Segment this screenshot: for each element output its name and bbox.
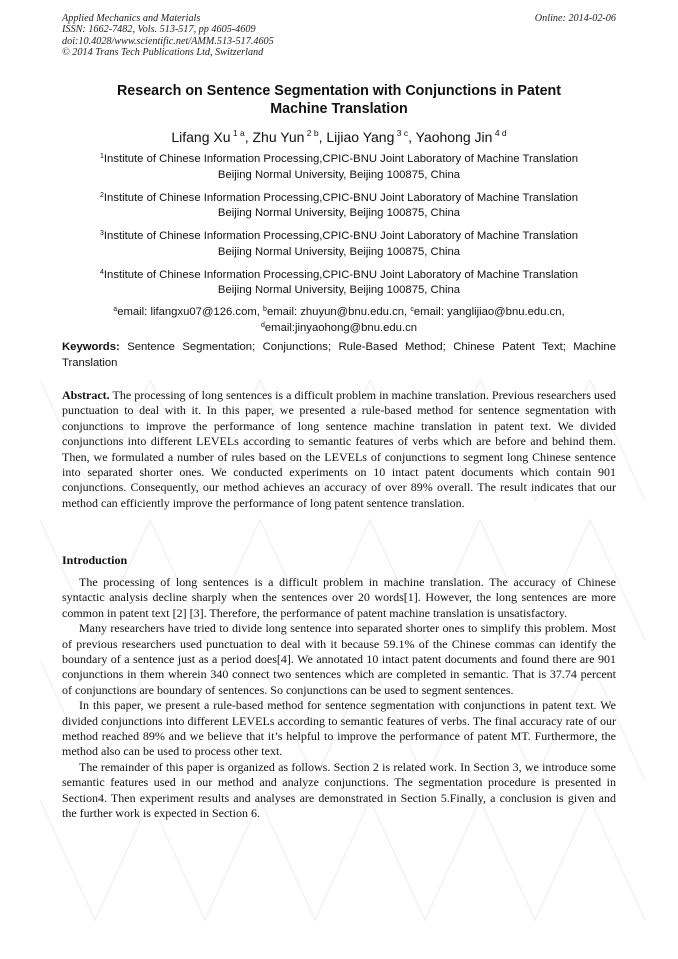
journal-name: Applied Mechanics and Materials bbox=[62, 13, 201, 24]
email-c: email: yanglijiao@bnu.edu.cn, bbox=[413, 306, 565, 318]
section-heading-introduction: Introduction bbox=[62, 553, 128, 567]
abstract-block bbox=[62, 388, 616, 511]
title-line-1: Research on Sentence Segmentation with Conjunctions in Patent bbox=[116, 83, 562, 99]
email-superscript: b bbox=[263, 306, 267, 313]
author-name: Zhu Yun bbox=[252, 129, 305, 145]
author-superscript: 3 c bbox=[396, 128, 409, 138]
issn-line: ISSN: 1662-7482, Vols. 513-517, pp 4605-4609 bbox=[62, 24, 256, 36]
journal-header bbox=[62, 13, 616, 59]
author-superscript: 1 a bbox=[232, 128, 245, 138]
keywords-text: Sentence Segmentation; Conjunctions; Rule-Based Method; Chinese Patent Text; Machine Translation bbox=[62, 341, 616, 369]
affiliation-item bbox=[62, 149, 616, 183]
email-superscript: c bbox=[410, 306, 414, 313]
affiliation-line-2: Beijing Normal University, Beijing 100875, China bbox=[217, 207, 461, 219]
paragraph: In this paper, we present a rule-based method for sentence segmentation with conjunctions in patent text. We divided conjunctions into different LEVELs according to semantic features of verbs. The final accuracy rate of our method reached 89% and we believe that it’s helpful to improve the performance of patent MT. Furthermore, the method also can be used to process other text. bbox=[62, 698, 616, 759]
affiliation-line-1: Institute of Chinese Information Processing,CPIC-BNU Joint Laboratory of Machine Translation bbox=[103, 191, 578, 204]
paper-title bbox=[62, 82, 616, 118]
copyright-line: © 2014 Trans Tech Publications Ltd, Switzerland bbox=[62, 47, 264, 59]
doi-line: doi:10.4028/www.scientific.net/AMM.513-517.4605 bbox=[62, 35, 274, 47]
email-d: email:jinyaohong@bnu.edu.cn bbox=[264, 322, 418, 334]
author-superscript: 2 b bbox=[306, 128, 319, 138]
affiliation-line-2: Beijing Normal University, Beijing 100875, China bbox=[217, 245, 461, 258]
keywords-label: Keywords: bbox=[62, 341, 120, 353]
email-superscript: a bbox=[113, 306, 118, 313]
author-separator: , bbox=[408, 129, 416, 145]
affiliation-number: 1 bbox=[100, 153, 104, 160]
author-list bbox=[62, 124, 616, 146]
abstract-label: Abstract. bbox=[62, 388, 110, 402]
author-separator: , bbox=[244, 129, 253, 145]
author-superscript: 4 d bbox=[494, 128, 507, 138]
abstract-text: The processing of long sentences is a difficult problem in machine translation. Previous researchers used punctuation to deal with it. In this paper, we presented a rule-based method for sentence segmentation with conjunctions to improve the performance of long sentence machine translation in patent text. We divided conjunctions into different LEVELs according to semantic features of verbs which are before and behind them. Then, we formulated a number of rules based on the LEVELs of conjunctions to segment long Chinese sentence into separated shorter ones. We conducted experiments on 10 intact patent documents which contain 901 conjunctions. Consequently, our method achieves an accuracy of over 89% overall. The result indicates that our method can efficiently improve the performance of long patent sentence translation. bbox=[62, 388, 616, 510]
keywords-block bbox=[62, 340, 616, 371]
email-superscript: d bbox=[260, 322, 265, 329]
author-name: Lijiao Yang bbox=[326, 129, 395, 145]
affiliation-number: 2 bbox=[100, 191, 104, 199]
introduction-body bbox=[62, 575, 616, 822]
affiliation-list bbox=[62, 149, 616, 335]
paragraph: The remainder of this paper is organized as follows. Section 2 is related work. In Section 3, we introduce some semantic features used in our method and analyze conjunctions. The segmentation procedure is presented in Section4. Then experiment results and analyses are demonstrated in Section 5.Finally, a conclusion is given and the further work is expected in Section 6. bbox=[62, 759, 616, 821]
affiliation-number: 4 bbox=[100, 268, 104, 276]
affiliation-line-1: Institute of Chinese Information Processing,CPIC-BNU Joint Laboratory of Machine Translation bbox=[103, 230, 578, 242]
affiliation-line-2: Beijing Normal University, Beijing 100875, China bbox=[217, 284, 461, 296]
affiliation-item bbox=[62, 226, 616, 260]
email-b: email: zhuyun@bnu.edu.cn, bbox=[266, 306, 411, 318]
online-date: Online: 2014-02-06 bbox=[534, 13, 616, 24]
email-a: email: lifangxu07@126.com, bbox=[117, 306, 264, 318]
affiliation-line-2: Beijing Normal University, Beijing 100875, China bbox=[217, 168, 461, 181]
author-separator: , bbox=[318, 129, 327, 145]
affiliation-number: 3 bbox=[100, 230, 104, 237]
author-name: Lifang Xu bbox=[171, 129, 231, 145]
affiliation-line-1: Institute of Chinese Information Processing,CPIC-BNU Joint Laboratory of Machine Translation bbox=[103, 268, 578, 281]
paragraph: The processing of long sentences is a difficult problem in machine translation. The accuracy of Chinese syntactic analysis decline sharply when the sentences over 20 words[1]. However, the long sentences are more common in patent text [2] [3]. Therefore, the performance of patent machine translation is unsatisfactory. bbox=[62, 575, 616, 620]
affiliation-item bbox=[62, 188, 616, 222]
author-name: Yaohong Jin bbox=[415, 129, 493, 145]
email-block bbox=[62, 303, 616, 335]
paragraph: Many researchers have tried to divide long sentence into separated shorter ones to simplify this problem. Most of previous researchers used punctuation to deal with it because 59.1% of the Chinese commas can identify the boundary of a sentence just as a period does[4]. We annotated 10 intact patent documents and found there are 901 conjunctions in them wherein 340 connect two sentences which are completed in semantic. That is 37.74 percent of conjunctions are boundary of sentences. So conjunctions can be used to segment sentences. bbox=[62, 621, 616, 697]
affiliation-line-1: Institute of Chinese Information Processing,CPIC-BNU Joint Laboratory of Machine Translation bbox=[103, 153, 578, 165]
affiliation-item bbox=[62, 265, 616, 299]
title-line-2: Machine Translation bbox=[270, 101, 408, 117]
